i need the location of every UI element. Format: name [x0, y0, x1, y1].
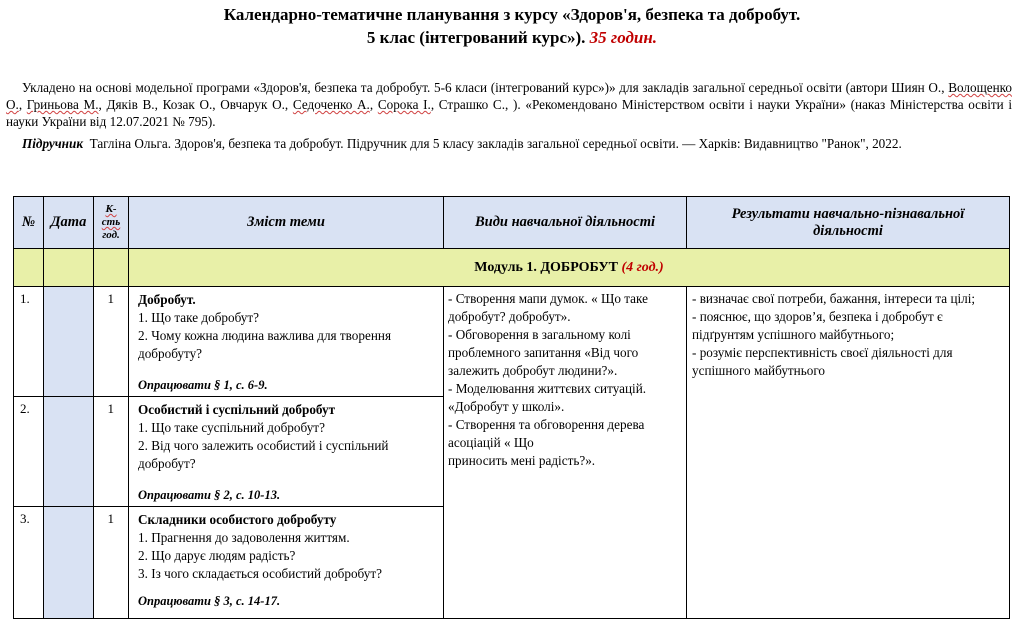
col-header-results [687, 197, 1010, 249]
count-header-2: сть [101, 216, 121, 228]
topic-homework: Опрацювати § 1, с. 6-9. [138, 378, 268, 392]
results-cell [687, 287, 1010, 619]
activity-item: приносить мені радість?». [448, 453, 596, 468]
activity-item: - Моделювання життєвих ситуацій. «Добробут у школі». [448, 381, 647, 414]
table-row [14, 287, 1010, 397]
author-8: Страшко С. [438, 97, 506, 112]
module-cell-number [14, 249, 44, 287]
row-topic [129, 507, 444, 619]
author-4: Козак О. [162, 97, 213, 112]
activity-item: - Створення мапи думок. « Що таке добробут? добробут». [448, 291, 648, 324]
intro-text-start: Укладено на основі модельної програми «Здоров'я, безпека та добробут. 5-6 класи (інтегрований курс»)» для закладів загальної середньої освіти (автори Шиян О., [22, 80, 949, 95]
row-count: 1 [94, 287, 129, 397]
row-date [44, 507, 94, 619]
activities-cell [444, 287, 687, 619]
author-5: Овчарук О. [220, 97, 285, 112]
row-number: 2. [14, 397, 44, 507]
author-2: Гриньова М. [26, 97, 99, 112]
col-header-date: Дата [44, 197, 94, 249]
results-header-2: діяльності [813, 222, 883, 239]
author-3: Дяків В. [106, 97, 155, 112]
topic-item: 2. Від чого залежить особистий і суспільний добробут? [138, 438, 389, 471]
doc-title-class: 5 клас (інтегрований курс»). [366, 28, 586, 47]
topic-item: 1. Що таке суспільний добробут? [138, 420, 325, 435]
row-number: 3. [14, 507, 44, 619]
doc-title-line1: Календарно-тематичне планування з курсу «Здоров'я, безпека та добробут. [223, 5, 801, 24]
intro-text-end: ). «Рекомендовано Міністерством освіти і науки України» (наказ Міністерства освіти і науки України від 12.07.2021 № 795). [6, 97, 1013, 129]
count-header-1: К- [105, 203, 117, 215]
textbook-text: Тагліна Ольга. Здоров'я, безпека та добробут. Підручник для 5 класу закладів загальної середньої освіти. — Харків: Видавництво "Ранок", 2022. [89, 136, 902, 151]
planning-table [13, 196, 1010, 619]
module-cell-date [44, 249, 94, 287]
row-date [44, 287, 94, 397]
col-header-content: Зміст теми [129, 197, 444, 249]
count-header-3: год. [102, 229, 120, 241]
doc-title-hours: 35 годин. [589, 28, 658, 47]
result-item: - визначає свої потреби, бажання, інтереси та цілі; [692, 291, 976, 306]
textbook-label: Підручник [22, 136, 83, 151]
doc-title-line2 [0, 27, 1024, 49]
textbook-paragraph [6, 135, 1012, 152]
topic-title: Складники особистого добробуту [138, 512, 337, 527]
module-name: Модуль 1. ДОБРОБУТ [474, 259, 618, 275]
topic-item: 1. Що таке добробут? [138, 310, 260, 325]
row-topic [129, 397, 444, 507]
topic-item: 3. Із чого складається особистий добробут? [138, 566, 382, 581]
header-row [14, 197, 1010, 249]
results-header-1: Результати навчально-пізнавальної [731, 205, 965, 222]
row-count: 1 [94, 397, 129, 507]
author-6: Седоченко А. [292, 97, 370, 112]
intro-paragraph: Укладено на основі модельної програми «Здоров'я, безпека та добробут. 5-6 класи (інтегрований курс»)» для закладів загальної середньої освіти (автори Шиян О., Волощенко О., Гриньова М., Дяків В., Козак О., Овчарук О., Седоченко А., Сорока І., Страшко С., ). «Рекомендовано Міністерством освіти і науки України» (наказ Міністерства освіти і науки України від 12.07.2021 № 795). [6, 80, 1013, 129]
author-1: Волощенко О. [6, 80, 1012, 112]
col-header-number: № [14, 197, 44, 249]
topic-title: Особистий і суспільний добробут [138, 402, 336, 417]
activity-item: - Обговорення в загальному колі проблемного запитання «Від чого залежить добробут людини?». [448, 327, 639, 378]
topic-item: 1. Прагнення до задоволення життям. [138, 530, 350, 545]
row-date [44, 397, 94, 507]
topic-item: 2. Що дарує людям радість? [138, 548, 296, 563]
author-7: Сорока І. [377, 97, 431, 112]
row-number: 1. [14, 287, 44, 397]
row-topic [129, 287, 444, 397]
result-item: - розуміє перспективність своєї діяльності для успішного майбутнього [692, 345, 953, 378]
topic-homework: Опрацювати § 3, с. 14-17. [138, 594, 281, 608]
module-row [14, 249, 1010, 287]
module-cell-count [94, 249, 129, 287]
row-count: 1 [94, 507, 129, 619]
module-hours: (4 год.) [621, 259, 664, 275]
topic-homework: Опрацювати § 2, с. 10-13. [138, 488, 281, 502]
activity-item: - Створення та обговорення дерева асоціацій « Що [448, 417, 645, 450]
result-item: - пояснює, що здоров’я, безпека і добробут є підґрунтям успішного майбутнього; [692, 309, 943, 342]
col-header-activities: Види навчальної діяльності [444, 197, 687, 249]
topic-title: Добробут. [138, 292, 196, 307]
col-header-count [94, 197, 129, 249]
topic-item: 2. Чому кожна людина важлива для творення добробуту? [138, 328, 392, 361]
module-title [129, 249, 1010, 287]
